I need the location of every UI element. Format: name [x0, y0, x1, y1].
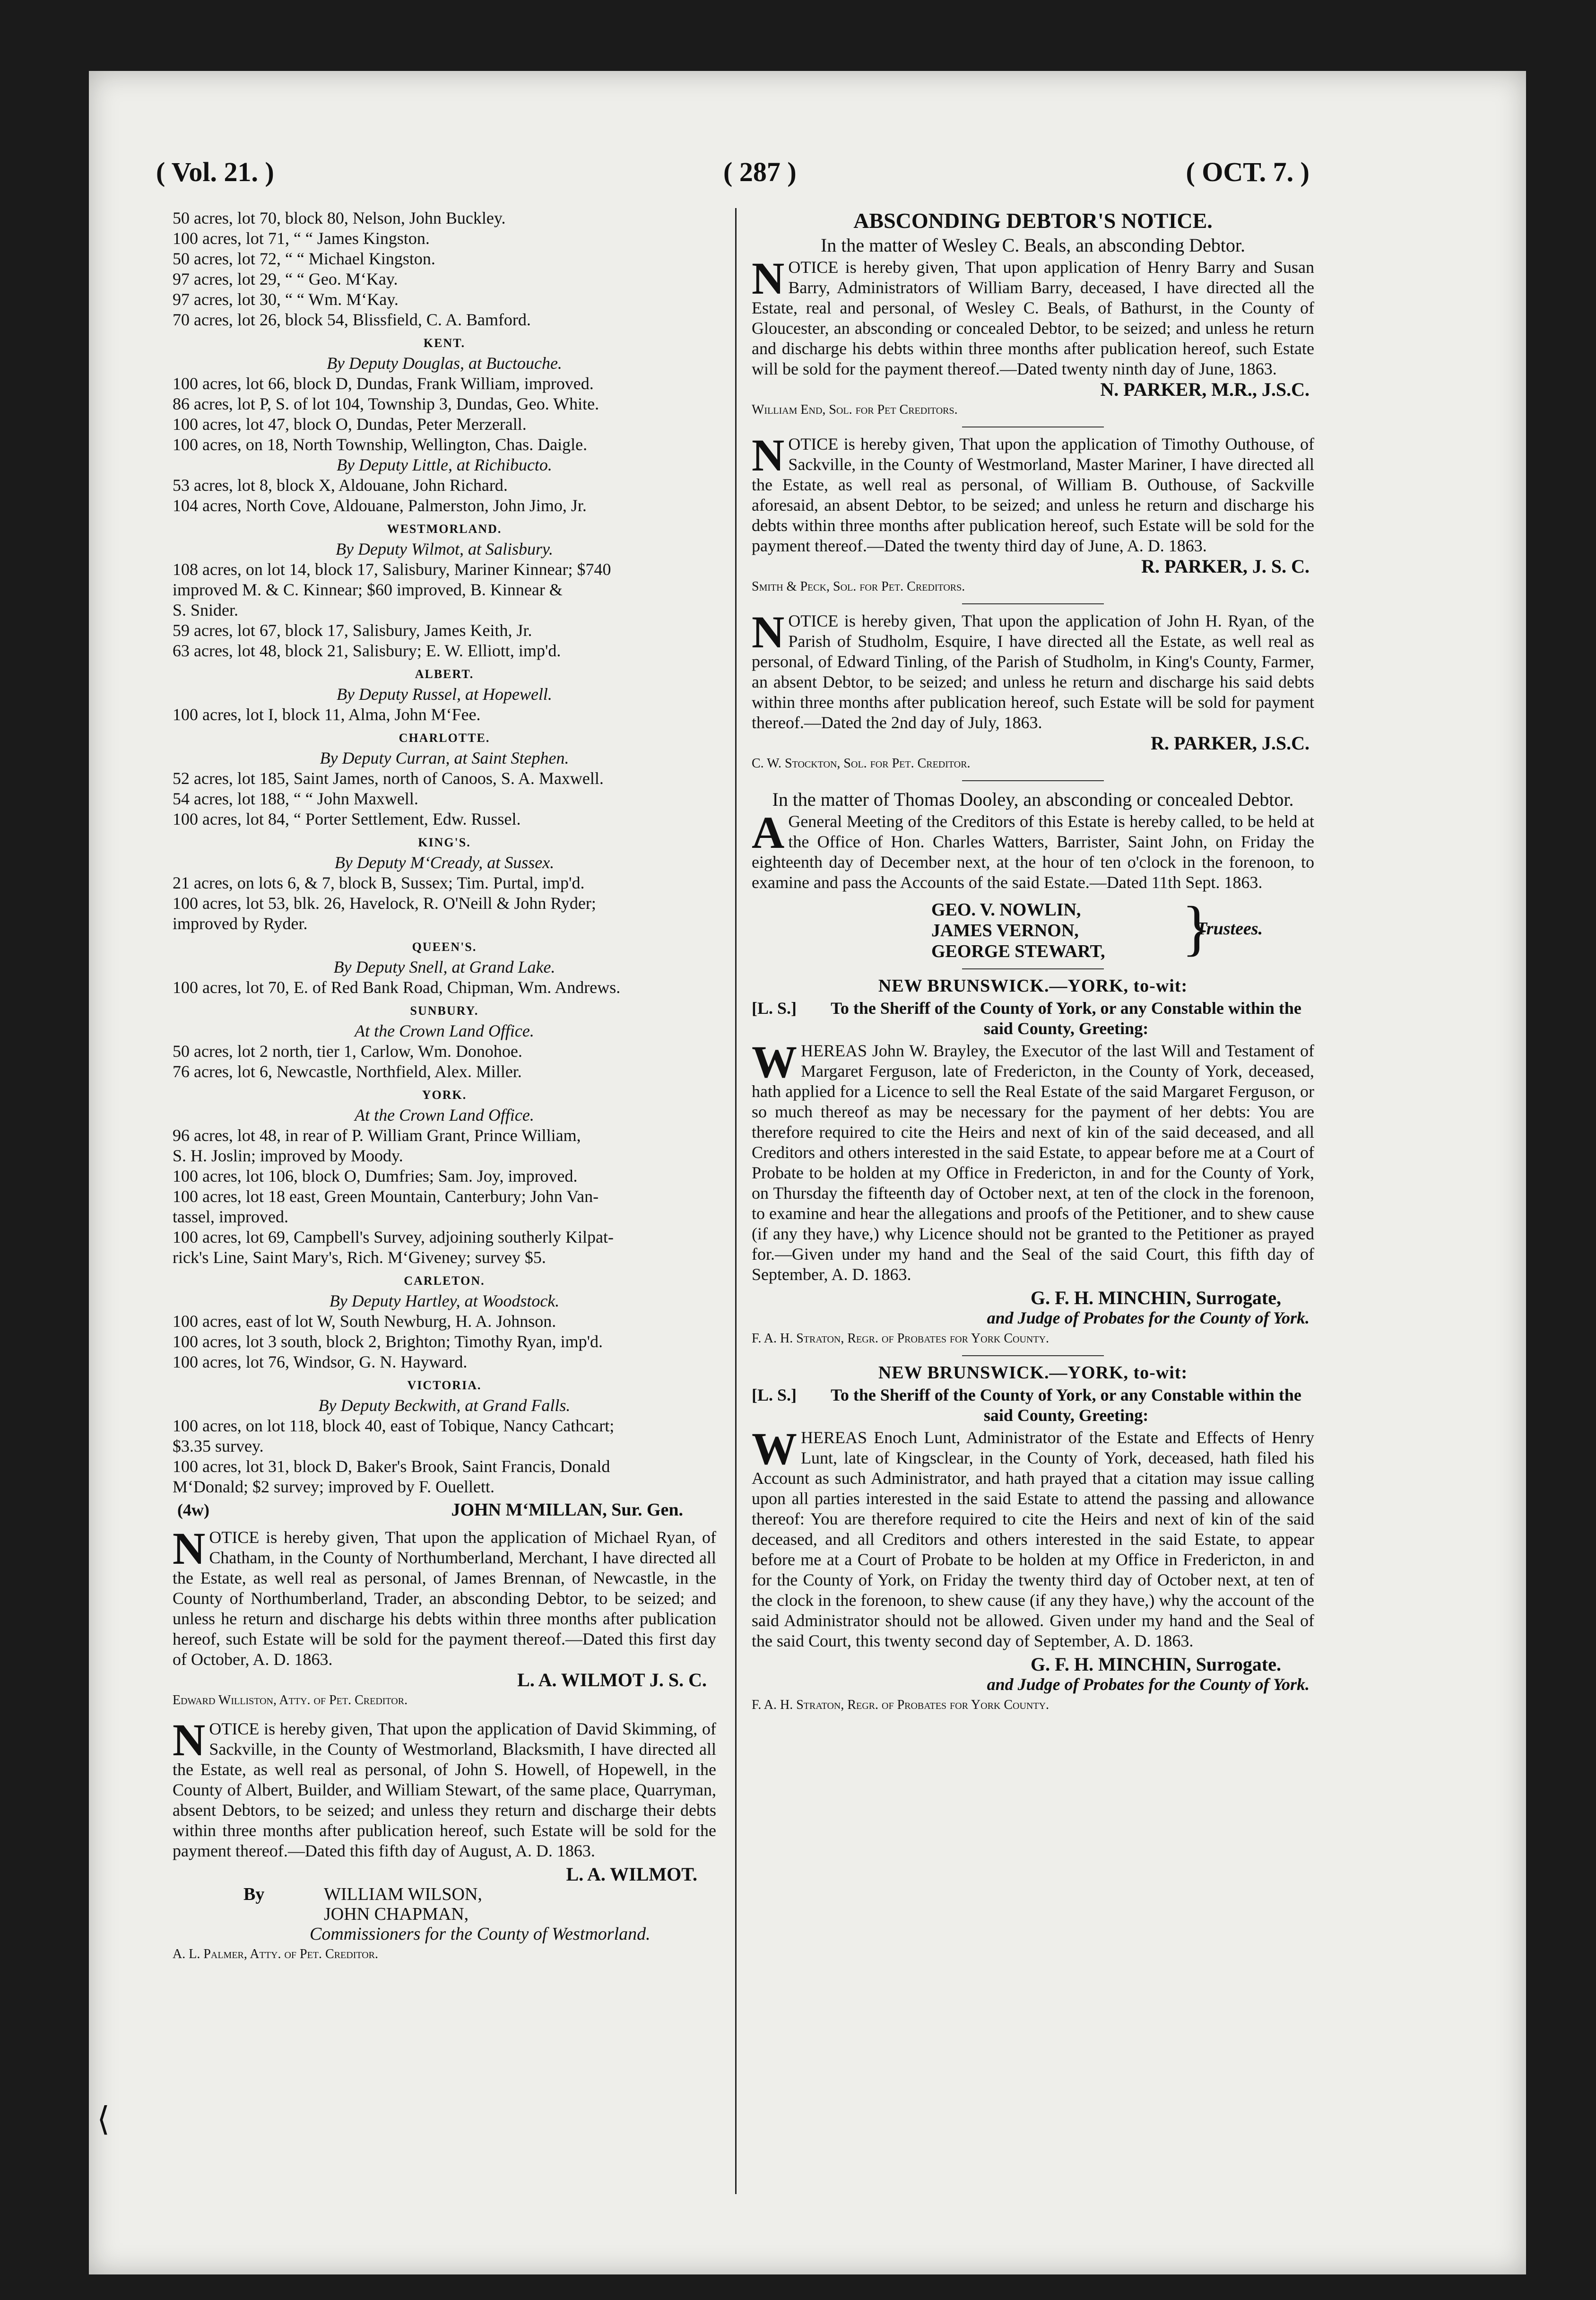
list-item: 96 acres, lot 48, in rear of P. William Grant, Prince William, [173, 1126, 581, 1145]
list-item: 100 acres, lot 69, Campbell's Survey, adjoining southerly Kilpat- [173, 1228, 614, 1246]
list-item: 59 acres, lot 67, block 17, Salisbury, James Keith, Jr. [173, 621, 532, 640]
list-item: 97 acres, lot 29, “ “ Geo. M‘Kay. [173, 270, 398, 288]
deputy-line: By Deputy Wilmot, at Salisbury. [336, 540, 553, 558]
commissioners-title: Commissioners for the County of Westmorland. [310, 1924, 651, 1944]
section-victoria: VICTORIA. [407, 1378, 482, 1392]
commissioner-name: WILLIAM WILSON, [324, 1884, 482, 1904]
list-item: rick's Line, Saint Mary's, Rich. M‘Giveney; survey $5. [173, 1248, 546, 1267]
notice-text: OTICE is hereby given, That upon application of Henry Barry and Susan Barry, Administrators of William Barry, deceased, I have directed all the Estate, real and personal, of Wesley C. Beals, of Bathurst, in the County of Gloucester, an absconding or concealed Debtor, to be seized; and unless he return and discharge his debts within three months after publication hereof, such Estate will be sold for the payment thereof.—Dated twenty ninth day of June, 1863. [752, 258, 1314, 378]
list-item: 54 acres, lot 188, “ “ John Maxwell. [173, 789, 418, 808]
seal-mark: [L. S.] [752, 999, 797, 1018]
deputy-line: By Deputy Snell, at Grand Lake. [333, 958, 555, 976]
notice-text: OTICE is hereby given, That upon the application of John H. Ryan, of the Parish of Studholm, Esquire, I have directed all the Estate, as well real as personal, of Edward Tinling, of the Parish of Studholm, in King's County, Farmer, an absent Debtor, to be seized; and unless he return and discharge his said debts within three months after publication hereof, such Estate will be sold for payment thereof.—Dated the 2nd day of July, 1863. [752, 611, 1314, 732]
list-item: 70 acres, lot 26, block 54, Blissfield, C. A. Bamford. [173, 310, 531, 329]
list-item: 53 acres, lot 8, block X, Aldouane, John Richard. [173, 476, 508, 495]
list-item: 100 acres, lot 31, block D, Baker's Brook, Saint Francis, Donald [173, 1457, 610, 1476]
deputy-line: By Deputy Curran, at Saint Stephen. [320, 749, 569, 767]
section-charlotte: CHARLOTTE. [399, 731, 490, 745]
list-item: 100 acres, lot I, block 11, Alma, John M‘Fee. [173, 705, 481, 724]
page-header [156, 156, 1310, 194]
by-label: By [243, 1884, 265, 1904]
notice-signature: R. PARKER, J.S.C. [1151, 732, 1310, 754]
left-column [173, 208, 716, 1964]
list-item: 104 acres, North Cove, Aldouane, Palmerston, John Jimo, Jr. [173, 496, 587, 515]
list-item: 100 acres, east of lot W, South Newburg, H. A. Johnson. [173, 1312, 556, 1331]
list-item: 76 acres, lot 6, Newcastle, Northfield, Alex. Miller. [173, 1062, 522, 1081]
section-carleton: CARLETON. [404, 1274, 485, 1288]
surrogate-signature: G. F. H. MINCHIN, Surrogate, [1031, 1287, 1281, 1308]
surveyor-signature-row [173, 1500, 716, 1523]
notice-signature: L. A. WILMOT J. S. C. [517, 1669, 707, 1690]
list-item: 50 acres, lot 72, “ “ Michael Kingston. [173, 249, 435, 268]
list-item: 100 acres, on 18, North Township, Wellington, Chas. Daigle. [173, 435, 588, 454]
list-item: 97 acres, lot 30, “ “ Wm. M‘Kay. [173, 290, 399, 309]
list-item: 86 acres, lot P, S. of lot 104, Township 3, Dundas, Geo. White. [173, 394, 599, 413]
notice-howell [173, 1715, 716, 1861]
seal-line [752, 998, 1314, 1039]
list-item: 108 acres, on lot 14, block 17, Salisbury, Mariner Kinnear; $740 [173, 560, 611, 579]
notice-lunt [752, 1423, 1314, 1651]
list-item: 100 acres, lot 3 south, block 2, Brighton; Timothy Ryan, imp'd. [173, 1332, 603, 1351]
commissioner-name: JOHN CHAPMAN, [324, 1904, 469, 1924]
drop-cap: N [173, 1523, 206, 1574]
drop-cap: N [752, 430, 785, 480]
list-item: 100 acres, lot 84, “ Porter Settlement, Edw. Russel. [173, 810, 521, 828]
list-item: S. Snider. [173, 601, 239, 619]
surrogate-signature: G. F. H. MINCHIN, Surrogate. [1031, 1654, 1281, 1675]
notice-dooley [752, 807, 1314, 893]
notice-text: OTICE is hereby given, That upon the application of Timothy Outhouse, of Sackville, in the County of Westmorland, Master Mariner, I have directed all the Estate, as well real as personal, of William B. Outhouse, of Sackville aforesaid, an absent Debtor, to be seized; and unless he return and discharge his debts within three months after publication hereof, such Estate will be sold for the payment thereof.—Dated the twenty third day of June, A. D. 1863. [752, 435, 1314, 555]
solicitor-line: C. W. Stockton, Sol. for Pet. Creditor. [752, 756, 971, 771]
right-column [752, 208, 1314, 1715]
volume-label: ( Vol. 21. ) [156, 157, 274, 187]
notice-text: OTICE is hereby given, That upon the application of Michael Ryan, of Chatham, in the County of Northumberland, Merchant, I have directed all the Estate, as well real as personal, of James Brennan, of Newcastle, in the County of Northumberland, Trader, an absconding Debtor, to be seized; and unless he return and discharge his debts within three months after publication hereof, such Estate will be sold for the payment thereof.—Dated this first day of October, A. D. 1863. [173, 1528, 716, 1669]
list-item: $3.35 survey. [173, 1437, 264, 1455]
seal-line [752, 1385, 1314, 1426]
seal-mark: [L. S.] [752, 1385, 797, 1404]
deputy-line: By Deputy Beckwith, at Grand Falls. [318, 1396, 571, 1415]
page-number: ( 287 ) [723, 157, 797, 187]
deputy-line: At the Crown Land Office. [355, 1021, 534, 1040]
address-line: To the Sheriff of the County of York, or any Constable within the said County, Greeting: [831, 1385, 1301, 1425]
list-item: S. H. Joslin; improved by Moody. [173, 1146, 403, 1165]
deputy-line: By Deputy Little, at Richibucto. [337, 455, 552, 474]
notice-text: OTICE is hereby given, That upon the application of David Skimming, of Sackville, in the County of Westmorland, Blacksmith, I have directed all the Estate, as well real as personal, of John S. Howell, of Hopewell, in the County of Albert, Builder, and William Stewart, of the same place, Quarryman, absent Debtors, to be seized; and unless they return and discharge their debts within three months after publication hereof, such Estate will be sold for the payment thereof.—Dated this fifth day of August, A. D. 1863. [173, 1719, 716, 1860]
drop-cap: N [752, 253, 785, 304]
notice-signature: L. A. WILMOT. [566, 1864, 697, 1885]
notice-beals [752, 253, 1314, 379]
brace-glyph: } [1182, 894, 1212, 962]
deputy-line: At the Crown Land Office. [355, 1106, 534, 1124]
trustees-label: Trustees. [1196, 919, 1263, 939]
deputy-line: By Deputy Hartley, at Woodstock. [329, 1291, 560, 1310]
notice-brennan [173, 1523, 716, 1670]
list-item: 21 acres, on lots 6, & 7, block B, Sussex; Tim. Purtal, imp'd. [173, 873, 585, 892]
list-item: 50 acres, lot 70, block 80, Nelson, John Buckley. [173, 209, 506, 227]
list-item: 100 acres, lot 66, block D, Dundas, Frank William, improved. [173, 374, 594, 393]
attorney-line: A. L. Palmer, Atty. of Pet. Creditor. [173, 1947, 378, 1961]
drop-cap: A [752, 807, 785, 858]
section-york: YORK. [422, 1088, 467, 1102]
notice-text: HEREAS John W. Brayley, the Executor of the last Will and Testament of Margaret Ferguson, late of Fredericton, in the County of York, deceased, hath applied for a Licence to sell the Real Estate of the said Margaret Ferguson, or so much thereof as may be necessary for the payment of her debts: You are therefore required to cite the Heirs and next of kin of the said deceased, and all Creditors and others interested in the said Estate, to appear before me at a Court of Probate to be holden at my Office in Fredericton, in and for the County of York, on Thursday the fifteenth day of October next, at ten of the clock in the forenoon, to examine and hear the allegations and proofs of the Petitioner, and to shew cause (if any they have,) why Licence should not be granted to the Petitioner as prayed for.—Given under my hand and the Seal of the said Court, this fifth day of September, A. D. 1863. [752, 1041, 1314, 1284]
registrar-line: F. A. H. Straton, Regr. of Probates for York County. [752, 1331, 1050, 1346]
column-rule [735, 208, 737, 2194]
margin-bracket-mark: ⟨ [97, 2101, 110, 2138]
matter-line: In the matter of Wesley C. Beals, an absconding Debtor. [820, 235, 1246, 256]
jurisdiction-heading: NEW BRUNSWICK.—YORK, to-wit: [878, 976, 1188, 996]
trustee-name: GEO. V. NOWLIN, [931, 900, 1081, 920]
drop-cap: N [752, 607, 785, 657]
notice-text: HEREAS Enoch Lunt, Administrator of the Estate and Effects of Henry Lunt, late of Kingsclear, in the County of York, deceased, hath filed his Account as such Administrator, and hath prayed that a citation may issue calling upon all parties interested in the said Estate to attend the passing and allowance thereof: You are therefore required to cite the Heirs and next of kin of the said deceased, and all Creditors and others interested in the said Estate, to appear before me at a Court of Probate to be holden at my Office in Fredericton, in and for the County of York, on Friday the twenty third day of October next, at ten of the clock in the forenoon, to shew cause (if any they have,) why the account of the said Administrator should not be allowed. Given under my hand and the Seal of the said Court, this twenty second day of September, A. D. 1863. [752, 1428, 1314, 1650]
list-item: tassel, improved. [173, 1207, 288, 1226]
notice-tinling [752, 607, 1314, 733]
solicitor-line: William End, Sol. for Pet Creditors. [752, 402, 958, 417]
section-queens: QUEEN'S. [412, 940, 477, 954]
divider [962, 968, 1104, 969]
trustee-name: JAMES VERNON, [931, 921, 1079, 941]
trustee-name: GEORGE STEWART, [931, 941, 1105, 961]
matter-line: In the matter of Thomas Dooley, an absconding or concealed Debtor. [772, 789, 1294, 810]
list-item: improved M. & C. Kinnear; $60 improved, B. Kinnear & [173, 580, 563, 599]
deputy-line: By Deputy Douglas, at Buctouche. [327, 354, 562, 373]
drop-cap: W [752, 1423, 797, 1474]
solicitor-line: Smith & Peck, Sol. for Pet. Creditors. [752, 579, 965, 594]
notice-outhouse [752, 430, 1314, 556]
insertion-mark: (4w) [177, 1500, 209, 1519]
judge-title: and Judge of Probates for the County of York. [987, 1308, 1310, 1327]
list-item: 100 acres, lot 47, block O, Dundas, Peter Merzerall. [173, 415, 527, 434]
list-item: 100 acres, lot 76, Windsor, G. N. Hayward. [173, 1352, 468, 1371]
section-sunbury: SUNBURY. [410, 1004, 479, 1018]
registrar-line: F. A. H. Straton, Regr. of Probates for York County. [752, 1698, 1050, 1712]
list-item: 100 acres, lot 106, block O, Dumfries; Sam. Joy, improved. [173, 1167, 578, 1185]
address-line: To the Sheriff of the County of York, or any Constable within the said County, Greeting: [831, 999, 1301, 1038]
judge-title: and Judge of Probates for the County of York. [987, 1675, 1310, 1694]
notice-signature: R. PARKER, J. S. C. [1141, 556, 1310, 577]
section-albert: ALBERT. [415, 667, 474, 681]
attorney-line: Edward Williston, Atty. of Pet. Creditor. [173, 1693, 408, 1708]
list-item: 100 acres, lot 53, blk. 26, Havelock, R. O'Neill & John Ryder; [173, 894, 596, 913]
list-item: improved by Ryder. [173, 914, 308, 933]
notice-signature: N. PARKER, M.R., J.S.C. [1100, 379, 1310, 400]
list-item: 52 acres, lot 185, Saint James, north of Canoos, S. A. Maxwell. [173, 769, 604, 788]
list-item: 63 acres, lot 48, block 21, Salisbury; E. W. Elliott, imp'd. [173, 641, 561, 660]
deputy-line: By Deputy M‘Cready, at Sussex. [334, 853, 555, 872]
notice-ferguson [752, 1037, 1314, 1285]
drop-cap: N [173, 1715, 206, 1765]
section-kings: KING'S. [418, 836, 471, 849]
commissioners-block [173, 1884, 716, 1944]
divider [962, 780, 1104, 781]
divider [962, 603, 1104, 604]
list-item: 50 acres, lot 2 north, tier 1, Carlow, Wm. Donohoe. [173, 1042, 522, 1061]
list-item: 100 acres, on lot 118, block 40, east of Tobique, Nancy Cathcart; [173, 1416, 615, 1435]
list-item: M‘Donald; $2 survey; improved by F. Ouellett. [173, 1477, 495, 1496]
land-list-a [173, 208, 716, 330]
deputy-line: By Deputy Russel, at Hopewell. [337, 685, 552, 704]
notice-text: General Meeting of the Creditors of this Estate is hereby called, to be held at the Office of Hon. Charles Watters, Barrister, Saint John, on Friday the eighteenth day of December next, at the hour of ten o'clock in the forenoon, to examine and pass the Accounts of the said Estate.—Dated 11th Sept. 1863. [752, 812, 1314, 892]
list-item: 100 acres, lot 18 east, Green Mountain, Canterbury; John Van- [173, 1187, 599, 1206]
section-westmorland: WESTMORLAND. [387, 522, 502, 536]
notice-heading: ABSCONDING DEBTOR'S NOTICE. [853, 209, 1213, 233]
divider [962, 1355, 1104, 1356]
jurisdiction-heading: NEW BRUNSWICK.—YORK, to-wit: [878, 1363, 1188, 1383]
section-kent: KENT. [423, 336, 466, 350]
surveyor-signature: JOHN M‘MILLAN, Sur. Gen. [451, 1500, 683, 1520]
trustees-block [931, 894, 1314, 962]
list-item: 100 acres, lot 70, E. of Red Bank Road, Chipman, Wm. Andrews. [173, 978, 621, 997]
list-item: 100 acres, lot 71, “ “ James Kingston. [173, 229, 430, 248]
issue-date: ( OCT. 7. ) [1186, 157, 1310, 187]
drop-cap: W [752, 1037, 797, 1087]
